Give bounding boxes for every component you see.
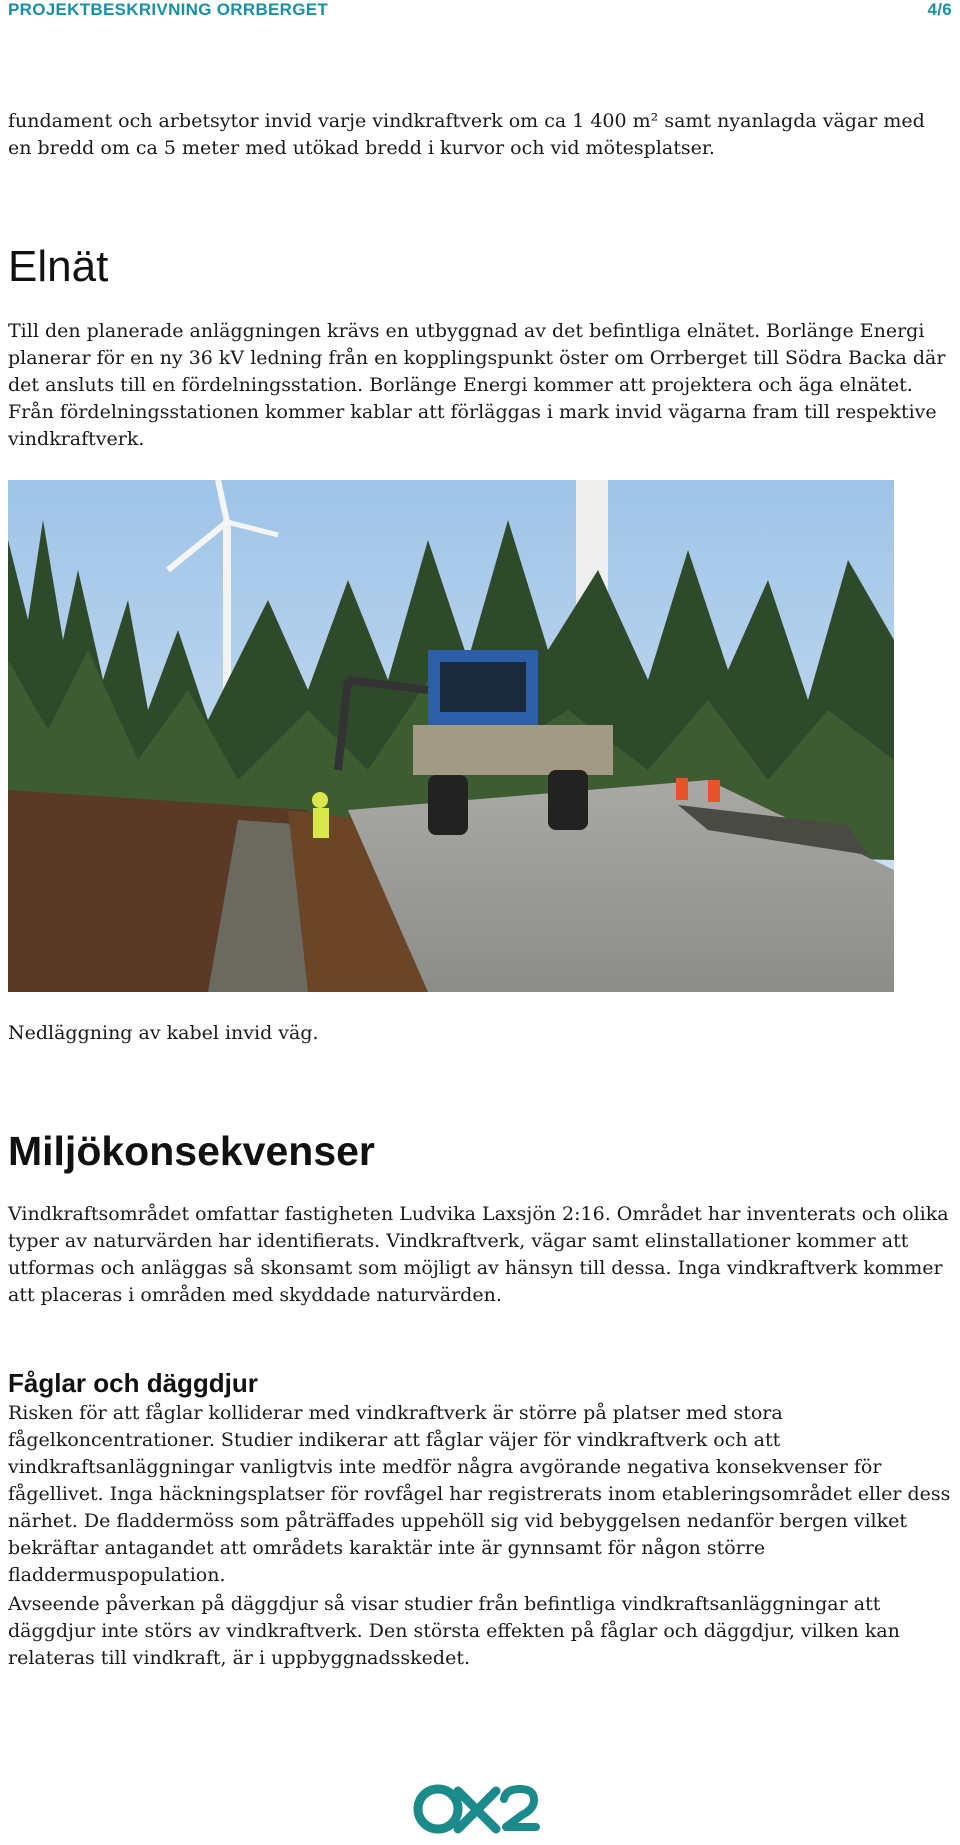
faglar-paragraph-2: Avseende påverkan på däggdjur så visar studier från befintliga vindkraftsanläggningar att däggdjur inte störs av vindkraftverk. Den största effekten på fåglar och däggdjur, vilken kan relateras till vindkraft, är i uppbyggnadsskedet. [8,1593,900,1669]
faglar-paragraph-1: Risken för att fåglar kolliderar med vindkraftverk är större på platser med stora fågelkoncentrationer. Studier indikerar att fåglar väjer för vindkraftverk och att vindkraftsanläggningar vanligtvis inte medför några avgörande negativa konsekvenser för fågellivet. Inga häckningsplatser för rovfågel har registrerats inom etableringsområdet eller dess närhet. De fladdermöss som påträffades uppehöll sig vid bebyggelsen nedanför bergen vilket bekräftar antagandet att områdets karaktär inte är gynnsamt för någon större fladdermuspopulation. [8,1402,951,1586]
photo-caption: Nedläggning av kabel invid väg. [8,1022,319,1044]
photo-cable-laying [8,480,894,992]
document-title: PROJEKTBESKRIVNING ORRBERGET [8,0,329,19]
elnat-paragraph: Till den planerade anläggningen krävs en utbyggnad av det befintliga elnätet. Borlänge Energi planerar för en ny 36 kV ledning från en kopplingspunkt öster om Orrberget till Södra Backa där det ansluts till en fördelningsstation. Borlänge Energi kommer att projektera och äga elnätet. Från fördelningsstationen kommer kablar att förläggas i mark invid vägarna fram till respektive vindkraftverk. [8,320,946,450]
heading-elnat: Elnät [8,242,109,291]
miljo-paragraph: Vindkraftsområdet omfattar fastigheten Ludvika Laxsjön 2:16. Området har inventerats och olika typer av naturvärden har identifierats. Vindkraftverk, vägar samt elinstallationer kommer att utformas och anläggas så skonsamt som möjligt av hänsyn till dessa. Inga vindkraftverk kommer att placeras i områden med skyddade naturvärden. [8,1203,949,1306]
intro-paragraph: fundament och arbetsytor invid varje vindkraftverk om ca 1 400 m² samt nyanlagda vägar med en bredd om ca 5 meter med utökad bredd i kurvor och vid mötesplatser. [8,110,925,159]
ox2-logo [412,1783,542,1835]
page-header [8,0,952,18]
barrier-left [676,778,688,800]
heading-miljokonsekvenser: Miljökonsekvenser [8,1128,375,1174]
page-number: 4/6 [927,0,952,19]
worker [312,792,329,838]
heading-faglar-och-daggdjur: Fåglar och däggdjur [8,1368,258,1398]
barrier-right [708,780,720,802]
photo-illustration [8,480,894,992]
ox2-logo-mark [412,1783,542,1835]
